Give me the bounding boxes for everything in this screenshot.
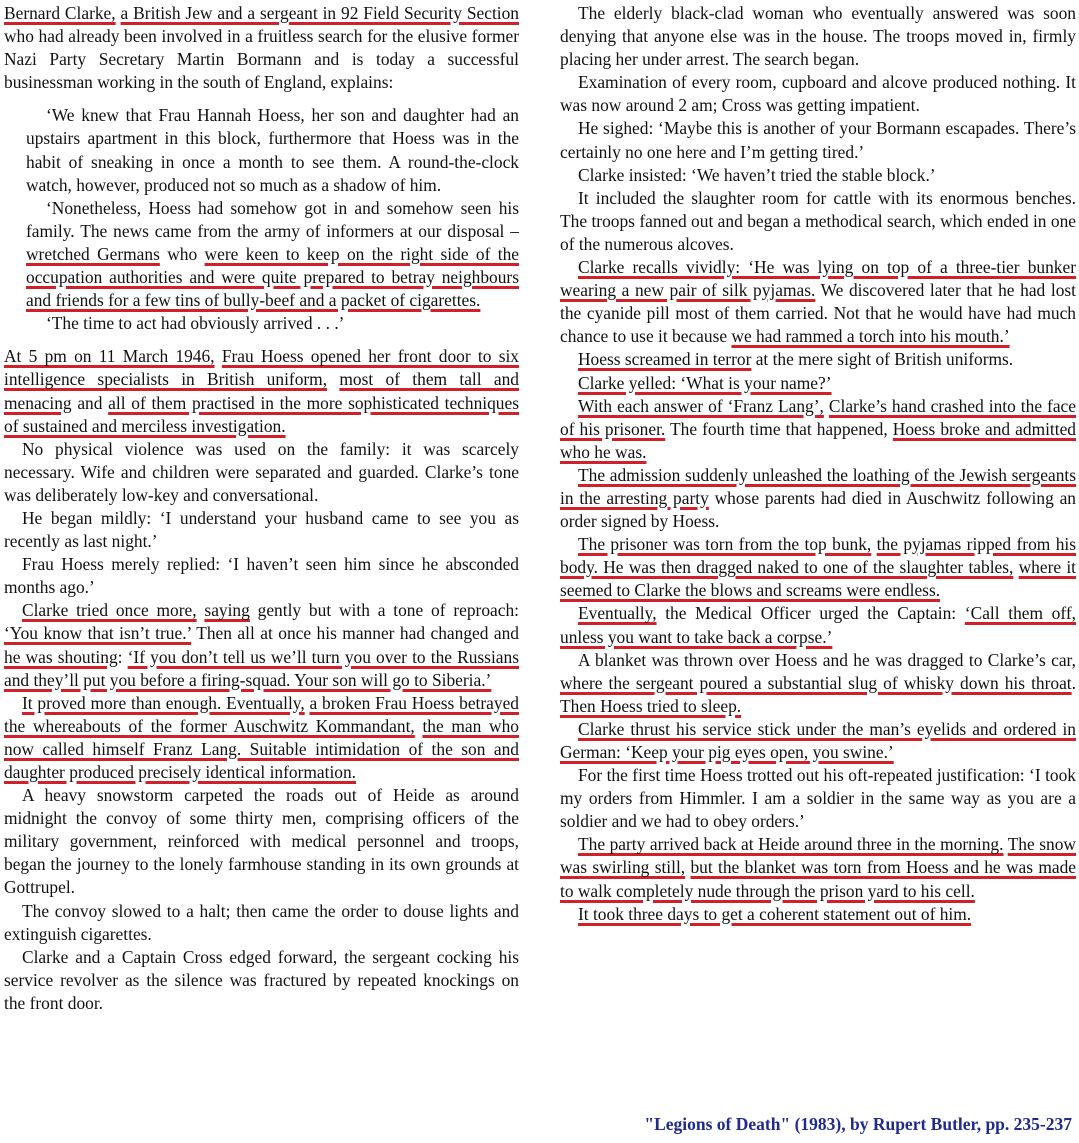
left-column — [4, 2, 519, 1015]
paragraph — [4, 104, 519, 196]
underlined-text: ‘If you don’t tell us we’ll turn you over to the Russians and they’ll put you before a firing-squad. Your son will go to Siberia.’ — [4, 646, 519, 690]
paragraph — [4, 2, 519, 94]
paragraph — [560, 71, 1076, 117]
underlined-text: wretched Germans — [26, 243, 160, 264]
right-column — [560, 2, 1076, 926]
underlined-text: ‘Call them off, — [964, 603, 1076, 624]
paragraph — [560, 117, 1076, 163]
paragraph — [4, 784, 519, 899]
underlined-text: but the blanket was torn from Hoess and he was made to walk completely nude through the prison yard to his cell. — [560, 857, 1077, 901]
underlined-text: we had rammed a torch into his mouth.’ — [731, 326, 1010, 347]
text-segment: The convoy slowed to a halt; then came the order to douse lights and extinguish cigarettes. — [4, 900, 519, 944]
paragraph — [560, 533, 1076, 602]
text-segment: Frau Hoess merely replied: ‘I haven’t seen him since he absconded months ago.’ — [4, 554, 519, 598]
underlined-text: Hoess broke and admitted who he was. — [560, 418, 1077, 462]
underlined-text: were keen to keep on the right side of the occupation authorities and were quite prepared to betray neighbours and friends for a few tins of bully-beef and a packet of cigarettes. — [26, 243, 519, 311]
text-segment: who had already been involved in a fruitless search for the elusive former Nazi Party Secretary Martin Bormann and is today a successful businessman working in the south of England, explains: — [4, 26, 519, 93]
paragraph — [4, 553, 519, 599]
text-segment: We discovered later that he had lost the cyanide pill most of them carried. Not that he would have had much chance to use it because — [560, 280, 1076, 347]
underlined-text: Frau Hoess opened her front door to six intelligence specialists in British uniform, — [4, 346, 519, 390]
paragraph — [560, 464, 1076, 533]
text-segment: whose parents had died in Auschwitz following an order signed by Hoess. — [560, 487, 1076, 532]
underlined-text: the man who now called himself Franz Lang. Suitable intimidation of the son and daughter produced precisely identical information. — [4, 715, 519, 782]
text-segment: ‘We knew that Frau Hannah Hoess, her son and daughter had an upstairs apartment in this block, furthermore that Hoess was in the habit of sneaking in once a month to see them. A round-the-clock watch, however, produced not so much as a shadow of him. — [26, 105, 519, 195]
paragraph — [560, 903, 1076, 926]
paragraph — [4, 438, 519, 507]
underlined-text: he was shouting — [4, 646, 118, 667]
paragraph — [4, 692, 519, 784]
paragraph — [560, 649, 1076, 718]
paragraph — [560, 395, 1076, 464]
text-segment — [327, 369, 339, 389]
paragraph — [4, 900, 519, 946]
text-segment: ‘The time to act had obviously arrived . . .’ — [46, 313, 345, 334]
text-segment: Clarke insisted: ‘We haven’t tried the stable block.’ — [578, 164, 936, 185]
underlined-text: Clarke’s hand crashed into the face of his prisoner. — [560, 395, 1076, 439]
paragraph — [560, 256, 1076, 348]
underlined-text: where it seemed to Clarke the blows and screams were endless. — [560, 557, 1076, 601]
paragraph — [4, 312, 519, 335]
underlined-text: ‘You know that isn’t true.’ — [4, 623, 192, 644]
underlined-text: With each answer of ‘Franz Lang’, — [578, 395, 824, 416]
text-segment: A blanket was thrown over Hoess and he was dragged to Clarke’s car, — [578, 649, 1076, 670]
text-segment: He sighed: ‘Maybe this is another of your Bormann escapades. There’s certainly no one here and I’m getting tired.’ — [560, 118, 1076, 162]
underlined-text: unless you want to take back a corpse.’ — [560, 626, 833, 647]
text-segment: No physical violence was used on the family: it was scarcely necessary. Wife and children were separated and guarded. Clarke’s tone was deliberately low-key and conversational. — [4, 438, 519, 505]
paragraph — [560, 833, 1076, 902]
underlined-text: most of them tall and menacing — [4, 369, 519, 413]
paragraph — [560, 187, 1076, 256]
paragraph — [560, 164, 1076, 187]
underlined-text: a broken Frau Hoess betrayed the whereabouts of the former Auschwitz Kommandant, — [4, 692, 519, 736]
paragraph — [4, 507, 519, 553]
underlined-text: saying — [204, 600, 250, 621]
paragraph — [4, 599, 519, 691]
paragraph — [560, 372, 1076, 395]
text-segment: A heavy snowstorm carpeted the roads out of Heide as around midnight the convoy of some thirty men, comprising officers of the military government, reinforced with medical personnel and troops, began the journey to the lonely farmhouse standing in its own grounds at Gottrupel. — [4, 785, 519, 898]
underlined-text: all of them practised in the more sophisticated techniques of sustained and merciless investigation. — [4, 392, 519, 436]
underlined-text: Clarke tried once more, — [22, 600, 197, 621]
underlined-text: The admission suddenly unleashed the loathing of the Jewish sergeants in the arresting party — [560, 464, 1076, 508]
paragraph — [560, 718, 1076, 764]
underlined-text: Eventually, — [578, 603, 657, 624]
paragraph — [560, 602, 1076, 648]
text-segment: The fourth time that happened, — [665, 418, 893, 439]
underlined-text: Then Hoess tried to sleep. — [560, 695, 742, 716]
text-segment: He began mildly: ‘I understand your husband came to see you as recently as last night.’ — [4, 507, 519, 552]
underlined-text: The snow was swirling still, — [560, 834, 1076, 878]
text-segment: gently but with a tone of reproach: — [249, 600, 519, 621]
underlined-text: It took three days to get a coherent statement out of him. — [578, 903, 972, 924]
paragraph — [560, 764, 1076, 833]
text-segment — [215, 346, 222, 366]
text-segment: at the mere sight of British uniforms. — [751, 349, 1014, 370]
underlined-text: It proved more than enough. Eventually, — [22, 692, 305, 713]
underlined-text: where the sergeant poured a substantial slug of whisky down his throat — [560, 672, 1072, 693]
underlined-text: The prisoner was torn from the top bunk, — [578, 534, 872, 555]
source-citation: "Legions of Death" (1983), by Rupert Butler, pp. 235-237 — [644, 1114, 1072, 1134]
text-segment: Then all at once his manner had changed and — [191, 623, 519, 644]
underlined-text: Hoess screamed in terror — [578, 349, 752, 370]
underlined-text: The party arrived back at Heide around three in the morning. — [578, 834, 1004, 855]
text-segment: Examination of every room, cupboard and alcove produced nothing. It was now around 2 am; Cross was getting impatient. — [560, 72, 1076, 116]
text-segment: . — [1071, 672, 1076, 693]
paragraph — [4, 197, 519, 312]
text-segment: For the first time Hoess trotted out his oft-repeated justification: ‘I took my orders from Himmler. I am a soldier in the same way as you are a soldier and we had to obey orders.’ — [560, 765, 1076, 832]
underlined-text: Clarke thrust his service stick under the man’s eyelids and ordered in German: ‘Keep your pig eyes open, you swine.’ — [560, 718, 1076, 762]
underlined-text: Clarke yelled: ‘What is your name?’ — [578, 372, 832, 393]
paragraph — [560, 348, 1076, 371]
text-segment: The elderly black-clad woman who eventually answered was soon denying that anyone else was in the house. The troops moved in, firmly placing her under arrest. The search began. — [560, 3, 1076, 70]
underlined-text: At 5 pm on 11 March 1946, — [4, 346, 215, 367]
text-segment: who — [159, 243, 205, 264]
paragraph — [560, 2, 1076, 71]
text-segment: Clarke and a Captain Cross edged forward, the sergeant cocking his service revolver as the silence was fractured by repeated knockings on the front door. — [4, 946, 519, 1013]
paragraph — [4, 345, 519, 437]
underlined-text: and a sergeant in 92 Field Security Section — [212, 3, 519, 23]
underlined-text: the pyjamas ripped from his body. He was then dragged naked to one of the slaughter tables, — [560, 534, 1076, 578]
underlined-text: Bernard Clarke, — [4, 3, 116, 23]
text-segment: : — [117, 646, 128, 667]
paragraph — [4, 946, 519, 1015]
text-segment: and — [71, 392, 109, 413]
text-segment: the Medical Officer urged the Captain: — [656, 603, 965, 624]
underlined-text: a British Jew — [120, 3, 213, 23]
underlined-text: Clarke recalls vividly: ‘He was lying on top of a three-tier bunker wearing a new pair of silk pyjamas. — [560, 257, 1076, 301]
text-segment: It included the slaughter room for cattle with its enormous benches. The troops fanned out and began a methodical search, which ended in one of the numerous alcoves. — [560, 187, 1076, 254]
text-segment: ‘Nonetheless, Hoess had somehow got in and somehow seen his family. The news came from the army of informers at our disposal – — [26, 197, 519, 241]
